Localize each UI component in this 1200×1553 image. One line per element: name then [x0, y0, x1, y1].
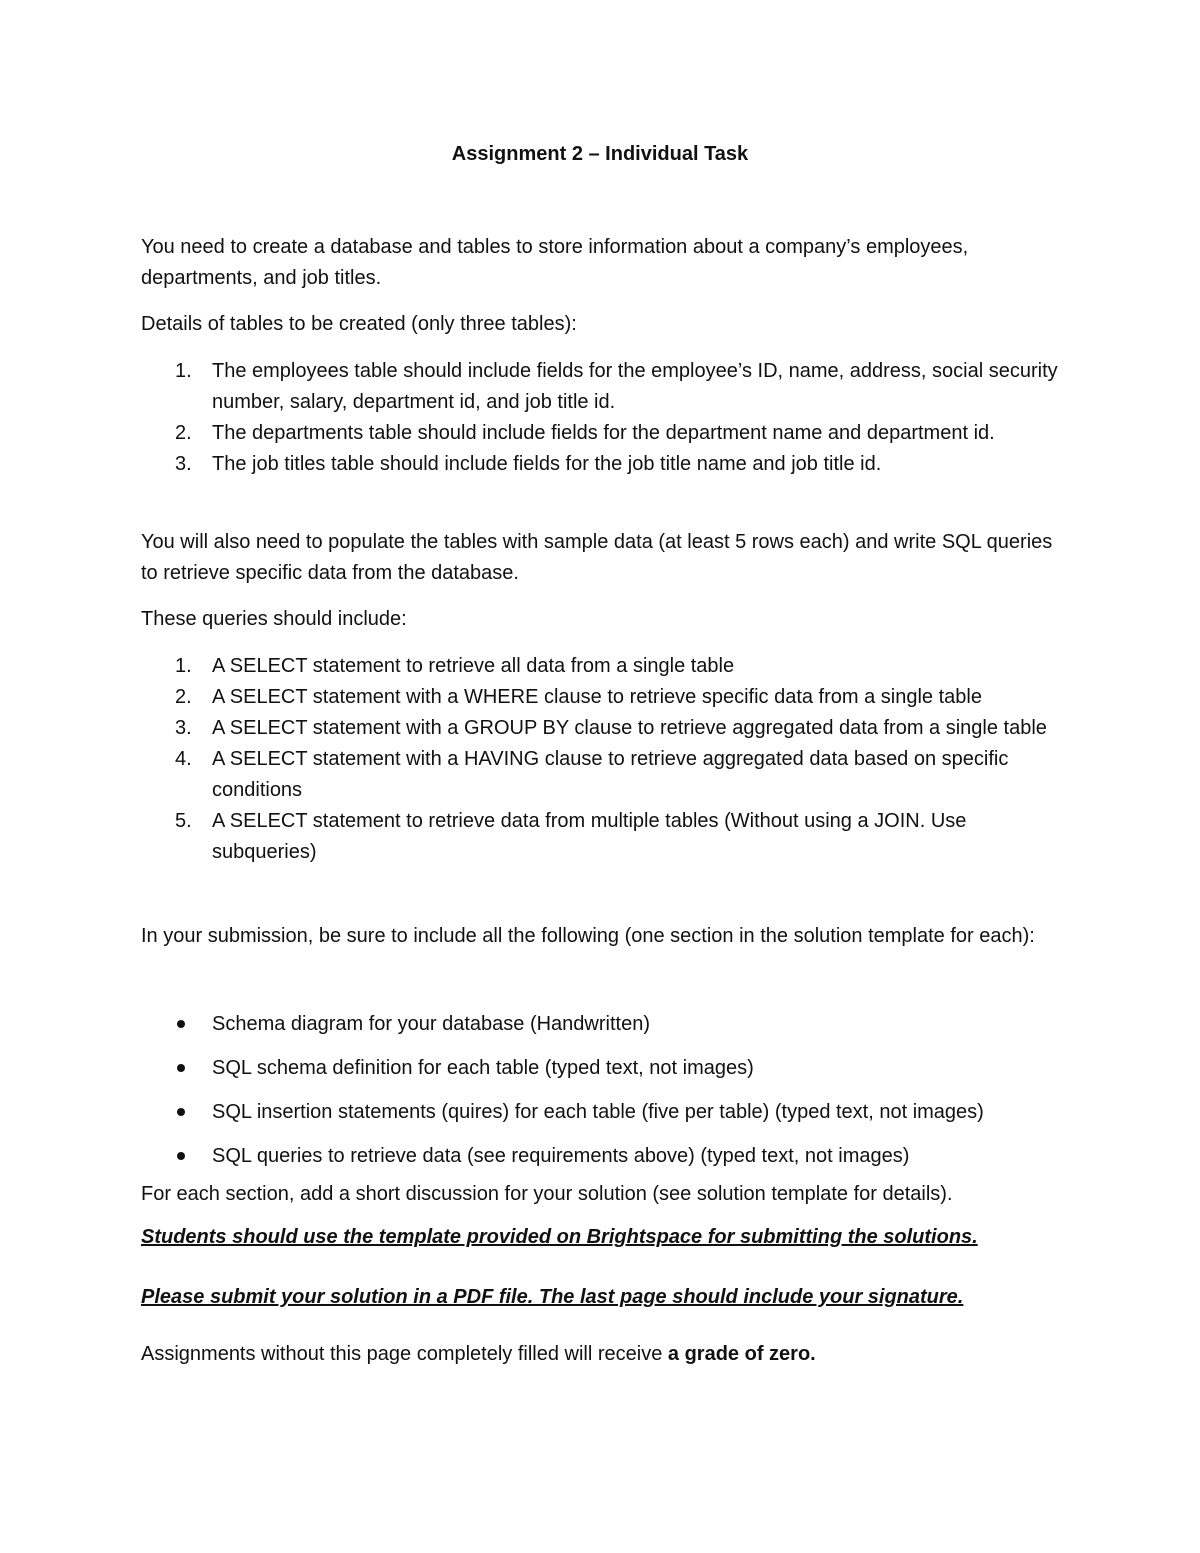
list-item [141, 418, 1071, 449]
list-number: 3. [175, 717, 192, 739]
list-item-text: A SELECT statement with a HAVING clause to retrieve aggregated data based on specific conditions [212, 748, 1009, 801]
queries-list [141, 651, 1071, 868]
list-item-text: A SELECT statement with a GROUP BY clause to retrieve aggregated data from a single table [212, 717, 1047, 739]
list-number: 1. [175, 360, 192, 382]
list-item-text: The employees table should include fields for the employee’s ID, name, address, social security number, salary, department id, and job title id. [212, 360, 1058, 413]
list-item-text: A SELECT statement to retrieve all data from a single table [212, 655, 735, 677]
list-number: 5. [175, 810, 192, 832]
final-emphasis: a grade of zero. [667, 1343, 816, 1365]
list-item-text: SQL schema definition for each table (typed text, not images) [212, 1057, 754, 1079]
details-heading: Details of tables to be created (only three tables): [141, 313, 577, 335]
list-item [141, 682, 1071, 713]
list-number: 2. [175, 422, 192, 444]
intro-paragraph: You need to create a database and tables to store information about a company’s employees, departments, and job titles. [141, 236, 969, 289]
populate-paragraph: You will also need to populate the tables with sample data (at least 5 rows each) and write SQL queries to retrieve specific data from the database. [141, 531, 1053, 584]
list-item [141, 1090, 1071, 1134]
bullet-icon [177, 1064, 185, 1072]
list-item [141, 1134, 1071, 1178]
list-item [141, 449, 1071, 480]
list-item [141, 806, 1071, 868]
pdf-note: Please submit your solution in a PDF file. The last page should include your signature. [141, 1286, 964, 1308]
list-item-text: A SELECT statement with a WHERE clause to retrieve specific data from a single table [212, 686, 982, 708]
list-item-text: Schema diagram for your database (Handwritten) [212, 1013, 650, 1035]
page-title: Assignment 2 – Individual Task [451, 143, 749, 165]
list-item [141, 1046, 1071, 1090]
deliverables-list [141, 1002, 1071, 1178]
list-item [141, 651, 1071, 682]
list-item-text: SQL queries to retrieve data (see requirements above) (typed text, not images) [212, 1145, 910, 1167]
bullet-icon [177, 1108, 185, 1116]
final-text: Assignments without this page completely filled will receive [141, 1343, 668, 1365]
list-item-text: The departments table should include fields for the department name and department id. [212, 422, 995, 444]
discussion-paragraph: For each section, add a short discussion for your solution (see solution template for details). [141, 1183, 953, 1205]
submission-heading: In your submission, be sure to include all the following (one section in the solution template for each): [141, 925, 1035, 947]
final-paragraph [141, 1339, 1071, 1370]
list-item [141, 356, 1071, 418]
template-note: Students should use the template provided on Brightspace for submitting the solutions. [141, 1226, 978, 1248]
bullet-icon [177, 1152, 185, 1160]
list-item [141, 1002, 1071, 1046]
list-item [141, 744, 1071, 806]
list-item-text: The job titles table should include fields for the job title name and job title id. [212, 453, 882, 475]
list-item [141, 713, 1071, 744]
list-number: 4. [175, 748, 192, 770]
list-item-text: SQL insertion statements (quires) for each table (five per table) (typed text, not images) [212, 1101, 984, 1123]
bullet-icon [177, 1020, 185, 1028]
queries-heading: These queries should include: [141, 608, 407, 630]
list-number: 3. [175, 453, 192, 475]
list-number: 1. [175, 655, 192, 677]
list-item-text: A SELECT statement to retrieve data from multiple tables (Without using a JOIN. Use subqueries) [212, 810, 967, 863]
tables-list [141, 356, 1071, 480]
list-number: 2. [175, 686, 192, 708]
